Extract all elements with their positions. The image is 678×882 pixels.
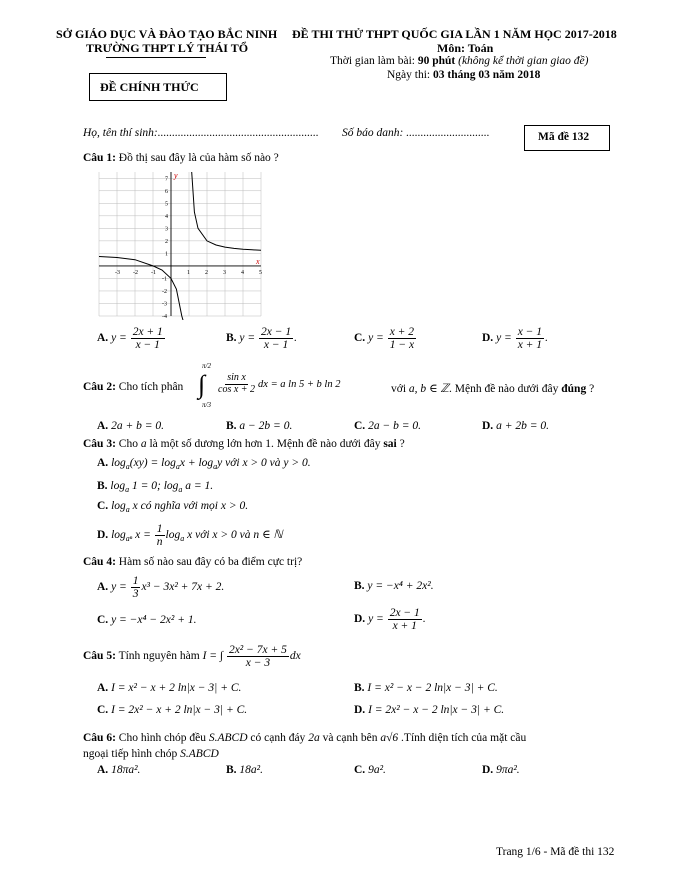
page-footer: Trang 1/6 - Mã đề thi 132 bbox=[496, 846, 615, 858]
q6-pyr-2: S.ABCD bbox=[180, 748, 219, 760]
q1-c-den: 1 − x bbox=[389, 339, 415, 352]
q2-option-c[interactable] bbox=[354, 420, 421, 432]
graph-grid bbox=[99, 172, 261, 316]
q3-d-rest: x = bbox=[132, 529, 151, 542]
q3-a-rest: (xy) = log bbox=[129, 457, 176, 469]
q3-b-rest: 1 = 0; log bbox=[132, 480, 179, 492]
q1-b-lhs: y = bbox=[239, 332, 256, 345]
q6-line2a: ngoại tiếp hình chóp bbox=[83, 748, 181, 760]
curve-branch-1 bbox=[192, 172, 261, 250]
q3-c-label: C. bbox=[97, 500, 109, 512]
q5-d-text: I = 2x² − x − 2 ln|x − 3| + C. bbox=[368, 704, 505, 716]
q3-c-rest: x có nghĩa với mọi x > 0. bbox=[132, 500, 249, 512]
q5-d-label: D. bbox=[354, 704, 366, 716]
q3-b-label: B. bbox=[97, 480, 108, 492]
q4-b-text: y = −x⁴ + 2x². bbox=[367, 580, 434, 592]
x-tick-label: 4 bbox=[241, 269, 244, 276]
y-tick-label: -1 bbox=[162, 276, 167, 283]
q3-d-den: n bbox=[156, 536, 163, 549]
official-box bbox=[89, 73, 227, 101]
q2-emph: đúng bbox=[561, 383, 587, 395]
q6-b-label: B. bbox=[226, 764, 237, 776]
q3-b-log: log bbox=[110, 480, 126, 492]
department-name: SỞ GIÁO DỤC VÀ ĐÀO TẠO BẮC NINH bbox=[56, 27, 278, 41]
q4-a-post: x³ − 3x² + 7x + 2. bbox=[141, 581, 225, 594]
q5-option-d[interactable] bbox=[354, 704, 504, 716]
q2-upper-limit: π/2 bbox=[202, 362, 211, 370]
q3-option-b[interactable] bbox=[97, 480, 213, 494]
q1-a-lhs: y = bbox=[111, 332, 127, 345]
question-2 bbox=[83, 381, 183, 393]
q6-line-2 bbox=[83, 748, 219, 760]
q1-option-a[interactable] bbox=[97, 326, 166, 351]
school-name: TRƯỜNG THPT LÝ THÁI TỔ bbox=[86, 41, 249, 55]
q1-c-label: C. bbox=[354, 332, 366, 345]
q2-cond: a, b ∈ ℤ bbox=[408, 383, 449, 395]
q3-c-base: a bbox=[125, 505, 130, 514]
graph-ticks bbox=[115, 176, 262, 320]
q2-a-label: A. bbox=[97, 420, 109, 432]
q2-option-d[interactable] bbox=[482, 420, 549, 432]
q2-option-b[interactable] bbox=[226, 420, 292, 432]
q2-num: sin x bbox=[227, 372, 246, 383]
exam-code-box bbox=[524, 125, 610, 151]
date-value: 03 tháng 03 năm 2018 bbox=[433, 69, 541, 81]
q3-c-log: log bbox=[111, 500, 126, 512]
q2-d-text: a + 2b = 0. bbox=[496, 420, 549, 432]
q4-option-b[interactable] bbox=[354, 580, 434, 592]
question-6 bbox=[83, 732, 526, 744]
q1-b-num: 2x − 1 bbox=[261, 326, 292, 338]
q4-a-label: A. bbox=[97, 581, 109, 594]
q3-b-base2: a bbox=[178, 485, 183, 494]
q5-option-a[interactable] bbox=[97, 682, 241, 694]
q1-option-b[interactable] bbox=[226, 326, 297, 351]
q6-c-label: C. bbox=[354, 764, 366, 776]
question-5 bbox=[83, 644, 301, 669]
q1-a-den: x − 1 bbox=[135, 339, 160, 352]
exam-subject: Môn: Toán bbox=[437, 41, 494, 55]
q3-a-rest3: y với x > 0 và y > 0. bbox=[217, 457, 311, 469]
q4-a-den: 3 bbox=[132, 588, 139, 601]
q3-a-base3: a bbox=[213, 462, 218, 471]
q2-end: ? bbox=[586, 383, 595, 395]
x-tick-label: 2 bbox=[205, 269, 208, 276]
q5-lhs: I = ∫ bbox=[202, 650, 224, 663]
q3-d-label: D. bbox=[97, 529, 109, 542]
date-prefix: Ngày thi: bbox=[387, 69, 433, 81]
q3-text-before: Cho bbox=[115, 438, 141, 450]
official-label: ĐỀ CHÍNH THỨC bbox=[100, 80, 199, 94]
time-value: 90 phút bbox=[417, 55, 456, 67]
y-tick-label: 1 bbox=[165, 251, 168, 258]
q6-line1a: Cho hình chóp đều bbox=[115, 732, 209, 744]
q1-d-num: x − 1 bbox=[517, 326, 543, 338]
q2-label: Câu 2: bbox=[83, 381, 116, 393]
q4-option-a[interactable] bbox=[97, 575, 224, 600]
q3-option-c[interactable] bbox=[97, 500, 248, 514]
integral-sign: ∫ bbox=[198, 370, 206, 399]
q3-d-log: log bbox=[111, 529, 126, 542]
q3-text-after: là một số dương lớn hơn 1. Mệnh đề nào dưới đây bbox=[146, 438, 384, 450]
q2-text-before: Cho tích phân bbox=[115, 381, 184, 393]
q5-num: 2x² − 7x + 5 bbox=[228, 644, 287, 656]
q1-b-tail: . bbox=[294, 332, 298, 345]
y-tick-label: -2 bbox=[162, 288, 167, 295]
q6-line1b: có cạnh đáy bbox=[247, 732, 309, 744]
q1-c-num: x + 2 bbox=[389, 326, 415, 338]
x-tick-label: 1 bbox=[187, 269, 190, 276]
q3-option-d[interactable] bbox=[97, 523, 283, 548]
q3-d-num: 1 bbox=[156, 523, 163, 535]
function-graph bbox=[97, 168, 265, 320]
q4-b-label: B. bbox=[354, 580, 365, 592]
student-id-field: Số báo danh: ............................. bbox=[342, 127, 490, 139]
q4-c-label: C. bbox=[97, 614, 109, 626]
q4-d-pre: y = bbox=[368, 613, 384, 626]
q6-line1d: .Tính diện tích của mặt cầu bbox=[398, 732, 527, 744]
q1-text: Đồ thị sau đây là của hàm số nào ? bbox=[115, 152, 279, 164]
q5-den: x − 3 bbox=[245, 657, 271, 670]
q1-a-label: A. bbox=[97, 332, 109, 345]
q1-b-den: x − 1 bbox=[263, 339, 289, 352]
q3-label: Câu 3: bbox=[83, 438, 116, 450]
school-underline bbox=[106, 57, 206, 58]
q5-a-label: A. bbox=[97, 682, 109, 694]
q6-option-d[interactable] bbox=[482, 764, 520, 776]
q2-d-label: D. bbox=[482, 420, 494, 432]
q6-a-text: 18πa². bbox=[111, 764, 141, 776]
q2-lower-limit: π/3 bbox=[202, 401, 211, 409]
q3-d-base: aⁿ bbox=[125, 534, 133, 544]
q6-line1c: và cạnh bên bbox=[319, 732, 381, 744]
q2-b-label: B. bbox=[226, 420, 237, 432]
q2-a-text: 2a + b = 0. bbox=[111, 420, 164, 432]
exam-time bbox=[330, 55, 589, 67]
q4-option-d[interactable] bbox=[354, 607, 426, 632]
q3-var: a bbox=[140, 438, 147, 450]
q6-d-text: 9πa². bbox=[496, 764, 520, 776]
q3-end: ? bbox=[396, 438, 405, 450]
student-name-field: Họ, tên thí sinh:........................................................ bbox=[83, 127, 319, 139]
q2-text-after: . Mệnh đề nào dưới đây bbox=[448, 383, 562, 395]
q6-d-label: D. bbox=[482, 764, 494, 776]
q3-d-base2: a bbox=[180, 534, 185, 544]
q4-label: Câu 4: bbox=[83, 556, 116, 568]
q3-a-log: log bbox=[111, 457, 126, 469]
y-tick-label: 5 bbox=[165, 201, 168, 208]
q1-d-den: x + 1 bbox=[517, 339, 543, 352]
q6-label: Câu 6: bbox=[83, 732, 116, 744]
question-4 bbox=[83, 556, 302, 568]
q2-fraction bbox=[215, 373, 340, 395]
q2-text-mid: với bbox=[391, 383, 409, 395]
exam-title: ĐỀ THI THỬ THPT QUỐC GIA LẦN 1 NĂM HỌC 2017-2018 bbox=[292, 27, 617, 41]
exam-code: Mã đề 132 bbox=[538, 131, 590, 143]
graph-curves bbox=[99, 172, 261, 320]
q6-b-text: 18a². bbox=[239, 764, 263, 776]
exam-date bbox=[387, 69, 540, 81]
q5-b-text: I = x² − x − 2 ln|x − 3| + C. bbox=[367, 682, 498, 694]
q3-a-base2: a bbox=[175, 462, 180, 471]
q1-d-tail: . bbox=[545, 332, 548, 345]
q6-c-text: 9a². bbox=[368, 764, 386, 776]
q5-option-b[interactable] bbox=[354, 682, 498, 694]
q5-text: Tính nguyên hàm bbox=[115, 650, 203, 663]
q1-b-label: B. bbox=[226, 332, 237, 345]
q2-tail: dx = a ln 5 + b ln 2 bbox=[258, 378, 341, 390]
x-tick-label: 5 bbox=[259, 269, 262, 276]
x-axis-label: x bbox=[256, 256, 260, 266]
q1-d-lhs: y = bbox=[496, 332, 512, 345]
q6-a-label: A. bbox=[97, 764, 109, 776]
q2-c-text: 2a − b = 0. bbox=[368, 420, 421, 432]
q5-c-text: I = 2x² − x + 2 ln|x − 3| + C. bbox=[111, 704, 248, 716]
q1-option-c[interactable] bbox=[354, 326, 417, 351]
x-tick-label: -1 bbox=[151, 269, 156, 276]
q6-option-a[interactable] bbox=[97, 764, 140, 776]
q5-c-label: C. bbox=[97, 704, 109, 716]
q3-a-base: a bbox=[125, 462, 130, 471]
y-tick-label: 6 bbox=[165, 188, 168, 195]
q4-a-num: 1 bbox=[132, 575, 139, 587]
q3-emph: sai bbox=[383, 438, 397, 450]
q5-a-text: I = x² − x + 2 ln|x − 3| + C. bbox=[111, 682, 242, 694]
q3-a-rest2: x + log bbox=[179, 457, 214, 469]
q4-text: Hàm số nào sau đây có ba điểm cực trị? bbox=[115, 556, 303, 568]
question-1 bbox=[83, 152, 279, 164]
q5-b-label: B. bbox=[354, 682, 365, 694]
q5-tail: dx bbox=[289, 650, 301, 663]
x-tick-label: -3 bbox=[115, 269, 120, 276]
q1-option-d[interactable] bbox=[482, 326, 548, 351]
q3-d-rest3: x với x > 0 và n ∈ ℕ bbox=[187, 529, 283, 542]
q4-c-text: y = −x⁴ − 2x² + 1. bbox=[111, 614, 197, 626]
q4-d-num: 2x − 1 bbox=[389, 607, 420, 619]
q3-option-a[interactable] bbox=[97, 457, 311, 471]
q6-pyr: S.ABCD bbox=[208, 732, 248, 744]
q1-label: Câu 1: bbox=[83, 152, 116, 164]
y-axis-label: y bbox=[174, 171, 178, 180]
y-tick-label: 3 bbox=[165, 226, 168, 233]
time-prefix: Thời gian làm bài: bbox=[330, 55, 418, 67]
q6-side: a√6 bbox=[380, 732, 399, 744]
q4-a-pre: y = bbox=[111, 581, 127, 594]
q2-option-a[interactable] bbox=[97, 420, 164, 432]
time-note: (không kể thời gian giao đề) bbox=[458, 55, 589, 67]
q6-option-b[interactable] bbox=[226, 764, 263, 776]
y-tick-label: 2 bbox=[165, 238, 168, 245]
q5-option-c[interactable] bbox=[97, 704, 247, 716]
q1-d-label: D. bbox=[482, 332, 494, 345]
q6-option-c[interactable] bbox=[354, 764, 386, 776]
y-tick-label: 4 bbox=[165, 213, 168, 220]
q2-b-text: a − 2b = 0. bbox=[239, 420, 293, 432]
question-3 bbox=[83, 438, 405, 450]
q5-label: Câu 5: bbox=[83, 650, 116, 663]
q2-c-label: C. bbox=[354, 420, 366, 432]
x-tick-label: -2 bbox=[133, 269, 138, 276]
graph-axes bbox=[99, 171, 261, 316]
q6-edge: 2a bbox=[308, 732, 320, 744]
q4-option-c[interactable] bbox=[97, 614, 197, 626]
q2-condition bbox=[391, 381, 594, 395]
q4-d-den: x + 1 bbox=[392, 620, 417, 633]
q1-c-lhs: y = bbox=[368, 332, 384, 345]
x-tick-label: 3 bbox=[223, 269, 226, 276]
y-tick-label: 7 bbox=[165, 176, 168, 183]
q2-den: cos x + 2 bbox=[218, 383, 256, 395]
q1-a-num: 2x + 1 bbox=[132, 326, 163, 338]
q4-d-post: . bbox=[422, 613, 426, 626]
y-tick-label: -4 bbox=[162, 314, 167, 320]
q3-d-rest2: log bbox=[165, 529, 181, 542]
y-tick-label: -3 bbox=[162, 301, 167, 308]
q3-b-rest2: a = 1. bbox=[185, 480, 214, 492]
q4-d-label: D. bbox=[354, 613, 366, 626]
q3-a-label: A. bbox=[97, 457, 109, 469]
q3-b-base: a bbox=[125, 485, 130, 494]
